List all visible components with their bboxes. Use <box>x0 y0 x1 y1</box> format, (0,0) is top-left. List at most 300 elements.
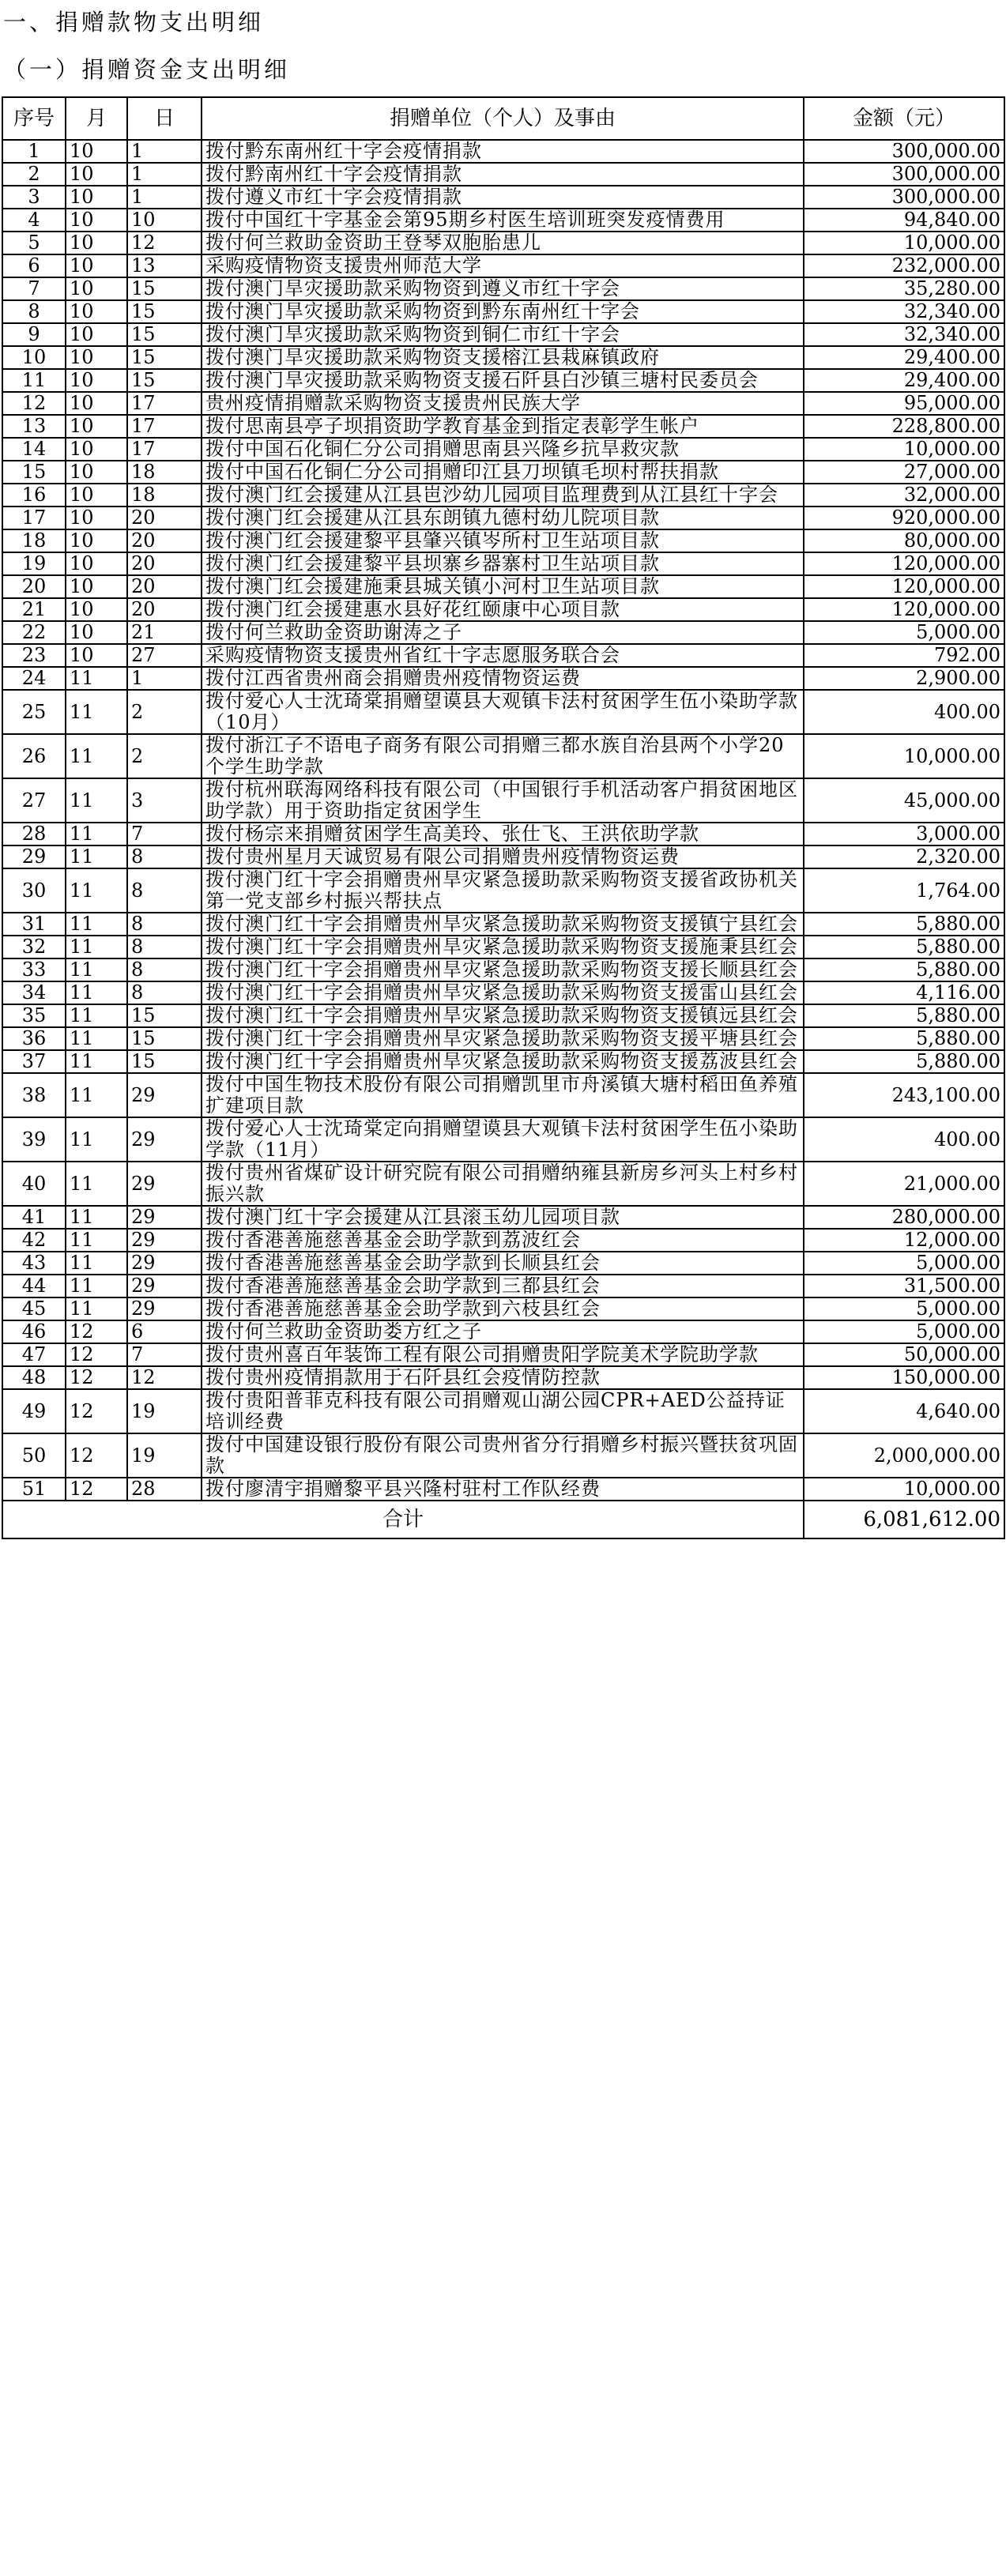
cell-day: 15 <box>127 369 202 392</box>
table-row <box>2 1073 1004 1117</box>
cell-month: 11 <box>66 1027 127 1050</box>
cell-day: 20 <box>127 552 202 575</box>
cell-month: 12 <box>66 1433 127 1478</box>
cell-amount: 400.00 <box>804 690 1004 734</box>
cell-amount: 50,000.00 <box>804 1343 1004 1366</box>
table-row <box>2 507 1004 529</box>
cell-amount: 120,000.00 <box>804 575 1004 598</box>
cell-description: 拨付澳门红会援建从江县岜沙幼儿园项目监理费到从江县红十字会 <box>202 484 804 507</box>
cell-no: 37 <box>2 1050 66 1073</box>
table-row <box>2 1206 1004 1229</box>
subsection-title: （一）捐赠资金支出明细 <box>3 56 291 83</box>
cell-description: 拨付香港善施慈善基金会助学款到荔波红会 <box>202 1229 804 1252</box>
cell-no: 24 <box>2 667 66 690</box>
table-row <box>2 1297 1004 1320</box>
cell-amount: 31,500.00 <box>804 1275 1004 1297</box>
cell-day: 29 <box>127 1252 202 1275</box>
cell-description: 拨付澳门旱灾援助款采购物资到遵义市红十字会 <box>202 277 804 300</box>
table-row <box>2 1004 1004 1027</box>
cell-month: 11 <box>66 690 127 734</box>
cell-no: 1 <box>2 140 66 163</box>
cell-amount: 228,800.00 <box>804 415 1004 438</box>
cell-amount: 5,880.00 <box>804 936 1004 958</box>
table-row <box>2 254 1004 277</box>
table-row <box>2 369 1004 392</box>
cell-no: 25 <box>2 690 66 734</box>
cell-amount: 5,000.00 <box>804 1297 1004 1320</box>
cell-description: 拨付香港善施慈善基金会助学款到六枝县红会 <box>202 1297 804 1320</box>
cell-month: 11 <box>66 1252 127 1275</box>
cell-no: 33 <box>2 958 66 981</box>
cell-description: 拨付黔东南州红十字会疫情捐款 <box>202 140 804 163</box>
table-row <box>2 232 1004 254</box>
cell-no: 18 <box>2 529 66 552</box>
cell-day: 20 <box>127 575 202 598</box>
cell-no: 38 <box>2 1073 66 1117</box>
table-row <box>2 734 1004 778</box>
section-title: 一、捐赠款物支出明细 <box>3 9 265 36</box>
cell-no: 27 <box>2 778 66 823</box>
table-row <box>2 913 1004 936</box>
cell-day: 19 <box>127 1433 202 1478</box>
cell-no: 32 <box>2 936 66 958</box>
header-description: 捐赠单位（个人）及事由 <box>202 97 804 140</box>
cell-no: 12 <box>2 392 66 415</box>
cell-description: 拨付中国生物技术股份有限公司捐赠凯里市舟溪镇大塘村稻田鱼养殖扩建项目款 <box>202 1073 804 1117</box>
cell-month: 10 <box>66 323 127 346</box>
cell-no: 50 <box>2 1433 66 1478</box>
header-month: 月 <box>66 97 127 140</box>
cell-description: 拨付澳门红十字会捐赠贵州旱灾紧急援助款采购物资支援镇远县红会 <box>202 1004 804 1027</box>
cell-day: 29 <box>127 1117 202 1162</box>
cell-day: 29 <box>127 1162 202 1206</box>
cell-no: 3 <box>2 186 66 209</box>
cell-day: 8 <box>127 845 202 868</box>
cell-description: 拨付香港善施慈善基金会助学款到三都县红会 <box>202 1275 804 1297</box>
cell-month: 10 <box>66 621 127 644</box>
cell-day: 15 <box>127 1027 202 1050</box>
table-row <box>2 1389 1004 1433</box>
cell-no: 48 <box>2 1366 66 1389</box>
cell-day: 15 <box>127 323 202 346</box>
cell-day: 20 <box>127 598 202 621</box>
cell-amount: 32,340.00 <box>804 323 1004 346</box>
cell-month: 12 <box>66 1343 127 1366</box>
cell-amount: 2,320.00 <box>804 845 1004 868</box>
table-row <box>2 209 1004 232</box>
table-row <box>2 845 1004 868</box>
cell-amount: 1,764.00 <box>804 868 1004 913</box>
cell-day: 8 <box>127 981 202 1004</box>
cell-day: 3 <box>127 778 202 823</box>
cell-month: 11 <box>66 823 127 845</box>
cell-month: 10 <box>66 300 127 323</box>
cell-description: 拨付澳门旱灾援助款采购物资支援榕江县栽麻镇政府 <box>202 346 804 369</box>
table-row <box>2 552 1004 575</box>
cell-amount: 120,000.00 <box>804 598 1004 621</box>
cell-description: 拨付澳门旱灾援助款采购物资到黔东南州红十字会 <box>202 300 804 323</box>
cell-no: 19 <box>2 552 66 575</box>
cell-day: 6 <box>127 1320 202 1343</box>
cell-description: 拨付澳门旱灾援助款采购物资支援石阡县白沙镇三塘村民委员会 <box>202 369 804 392</box>
cell-description: 拨付澳门红会援建惠水县好花红颐康中心项目款 <box>202 598 804 621</box>
cell-day: 15 <box>127 1050 202 1073</box>
table-row <box>2 1252 1004 1275</box>
table-row <box>2 1275 1004 1297</box>
cell-amount: 300,000.00 <box>804 186 1004 209</box>
cell-day: 27 <box>127 644 202 667</box>
cell-description: 拨付香港善施慈善基金会助学款到长顺县红会 <box>202 1252 804 1275</box>
cell-month: 11 <box>66 734 127 778</box>
cell-month: 10 <box>66 507 127 529</box>
cell-no: 40 <box>2 1162 66 1206</box>
cell-no: 30 <box>2 868 66 913</box>
cell-day: 18 <box>127 484 202 507</box>
cell-month: 10 <box>66 575 127 598</box>
cell-description: 采购疫情物资支援贵州省红十字志愿服务联合会 <box>202 644 804 667</box>
cell-amount: 792.00 <box>804 644 1004 667</box>
table-row <box>2 300 1004 323</box>
table-row <box>2 690 1004 734</box>
cell-day: 15 <box>127 300 202 323</box>
cell-description: 拨付黔南州红十字会疫情捐款 <box>202 163 804 186</box>
cell-description: 拨付贵州省煤矿设计研究院有限公司捐赠纳雍县新房乡河头上村乡村振兴款 <box>202 1162 804 1206</box>
cell-description: 拨付贵州疫情捐款用于石阡县红会疫情防控款 <box>202 1366 804 1389</box>
cell-day: 8 <box>127 936 202 958</box>
cell-month: 12 <box>66 1478 127 1501</box>
cell-no: 8 <box>2 300 66 323</box>
cell-amount: 12,000.00 <box>804 1229 1004 1252</box>
cell-no: 14 <box>2 438 66 461</box>
cell-description: 拨付何兰救助金资助谢涛之子 <box>202 621 804 644</box>
header-amount: 金额（元） <box>804 97 1004 140</box>
cell-month: 12 <box>66 1320 127 1343</box>
cell-month: 10 <box>66 277 127 300</box>
cell-no: 26 <box>2 734 66 778</box>
header-no: 序号 <box>2 97 66 140</box>
cell-amount: 94,840.00 <box>804 209 1004 232</box>
cell-amount: 4,640.00 <box>804 1389 1004 1433</box>
cell-amount: 45,000.00 <box>804 778 1004 823</box>
cell-no: 17 <box>2 507 66 529</box>
cell-no: 5 <box>2 232 66 254</box>
cell-amount: 5,880.00 <box>804 913 1004 936</box>
cell-no: 41 <box>2 1206 66 1229</box>
cell-day: 29 <box>127 1229 202 1252</box>
cell-no: 39 <box>2 1117 66 1162</box>
table-row <box>2 1366 1004 1389</box>
expenditure-table <box>2 96 1005 1539</box>
table-row <box>2 392 1004 415</box>
table-row <box>2 1343 1004 1366</box>
cell-month: 11 <box>66 1229 127 1252</box>
cell-amount: 10,000.00 <box>804 734 1004 778</box>
cell-month: 10 <box>66 346 127 369</box>
cell-amount: 5,000.00 <box>804 1252 1004 1275</box>
header-day: 日 <box>127 97 202 140</box>
cell-day: 21 <box>127 621 202 644</box>
cell-month: 11 <box>66 1004 127 1027</box>
table-row <box>2 936 1004 958</box>
cell-amount: 5,000.00 <box>804 1320 1004 1343</box>
cell-no: 43 <box>2 1252 66 1275</box>
cell-no: 28 <box>2 823 66 845</box>
cell-amount: 5,880.00 <box>804 958 1004 981</box>
cell-description: 拨付贵州喜百年装饰工程有限公司捐赠贵阳学院美术学院助学款 <box>202 1343 804 1366</box>
cell-month: 11 <box>66 913 127 936</box>
cell-description: 拨付中国建设银行股份有限公司贵州省分行捐赠乡村振兴暨扶贫巩固款 <box>202 1433 804 1478</box>
cell-amount: 10,000.00 <box>804 438 1004 461</box>
table-row <box>2 1027 1004 1050</box>
cell-description: 拨付中国石化铜仁分公司捐赠思南县兴隆乡抗旱救灾款 <box>202 438 804 461</box>
table-row <box>2 140 1004 163</box>
cell-no: 49 <box>2 1389 66 1433</box>
cell-no: 10 <box>2 346 66 369</box>
table-row <box>2 484 1004 507</box>
cell-amount: 300,000.00 <box>804 163 1004 186</box>
cell-day: 29 <box>127 1073 202 1117</box>
cell-description: 拨付何兰救助金资助王登琴双胞胎患儿 <box>202 232 804 254</box>
cell-description: 拨付爱心人士沈琦棠捐赠望谟县大观镇卡法村贫困学生伍小染助学款（10月） <box>202 690 804 734</box>
cell-amount: 35,280.00 <box>804 277 1004 300</box>
cell-description: 拨付廖清宇捐赠黎平县兴隆村驻村工作队经费 <box>202 1478 804 1501</box>
cell-amount: 2,900.00 <box>804 667 1004 690</box>
cell-amount: 920,000.00 <box>804 507 1004 529</box>
cell-day: 19 <box>127 1389 202 1433</box>
cell-amount: 5,880.00 <box>804 1004 1004 1027</box>
cell-day: 7 <box>127 823 202 845</box>
cell-description: 拨付浙江子不语电子商务有限公司捐赠三都水族自治县两个小学20个学生助学款 <box>202 734 804 778</box>
cell-no: 42 <box>2 1229 66 1252</box>
cell-month: 11 <box>66 958 127 981</box>
table-row <box>2 323 1004 346</box>
cell-day: 13 <box>127 254 202 277</box>
cell-no: 11 <box>2 369 66 392</box>
cell-amount: 150,000.00 <box>804 1366 1004 1389</box>
cell-month: 12 <box>66 1366 127 1389</box>
cell-description: 拨付中国红十字基金会第95期乡村医生培训班突发疫情费用 <box>202 209 804 232</box>
table-row <box>2 667 1004 690</box>
cell-month: 10 <box>66 529 127 552</box>
table-body <box>2 140 1004 1501</box>
cell-amount: 21,000.00 <box>804 1162 1004 1206</box>
cell-description: 贵州疫情捐赠款采购物资支援贵州民族大学 <box>202 392 804 415</box>
cell-month: 10 <box>66 369 127 392</box>
cell-amount: 10,000.00 <box>804 1478 1004 1501</box>
cell-description: 拨付澳门红会援建施秉县城关镇小河村卫生站项目款 <box>202 575 804 598</box>
cell-month: 10 <box>66 461 127 484</box>
cell-month: 11 <box>66 1162 127 1206</box>
cell-day: 17 <box>127 392 202 415</box>
table-row <box>2 346 1004 369</box>
cell-description: 拨付澳门红十字会捐赠贵州旱灾紧急援助款采购物资支援施秉县红会 <box>202 936 804 958</box>
cell-day: 8 <box>127 868 202 913</box>
cell-day: 10 <box>127 209 202 232</box>
cell-no: 34 <box>2 981 66 1004</box>
cell-month: 11 <box>66 1275 127 1297</box>
cell-amount: 5,880.00 <box>804 1027 1004 1050</box>
cell-day: 1 <box>127 186 202 209</box>
table-row <box>2 163 1004 186</box>
table-row <box>2 1229 1004 1252</box>
cell-amount: 80,000.00 <box>804 529 1004 552</box>
cell-day: 17 <box>127 438 202 461</box>
cell-month: 11 <box>66 1206 127 1229</box>
cell-day: 20 <box>127 507 202 529</box>
cell-day: 1 <box>127 163 202 186</box>
cell-no: 9 <box>2 323 66 346</box>
cell-description: 拨付杨宗来捐赠贫困学生高美玲、张仕飞、王洪依助学款 <box>202 823 804 845</box>
cell-amount: 95,000.00 <box>804 392 1004 415</box>
cell-day: 18 <box>127 461 202 484</box>
cell-description: 拨付澳门红会援建黎平县坝寨乡器寨村卫生站项目款 <box>202 552 804 575</box>
cell-month: 10 <box>66 392 127 415</box>
cell-amount: 29,400.00 <box>804 346 1004 369</box>
cell-month: 11 <box>66 1073 127 1117</box>
cell-day: 15 <box>127 277 202 300</box>
cell-no: 16 <box>2 484 66 507</box>
cell-amount: 4,116.00 <box>804 981 1004 1004</box>
cell-month: 11 <box>66 981 127 1004</box>
cell-month: 11 <box>66 1117 127 1162</box>
cell-month: 12 <box>66 1389 127 1433</box>
cell-day: 12 <box>127 1366 202 1389</box>
cell-month: 10 <box>66 438 127 461</box>
cell-day: 8 <box>127 913 202 936</box>
cell-day: 20 <box>127 529 202 552</box>
cell-description: 拨付澳门红十字会捐赠贵州旱灾紧急援助款采购物资支援镇宁县红会 <box>202 913 804 936</box>
cell-no: 22 <box>2 621 66 644</box>
cell-amount: 3,000.00 <box>804 823 1004 845</box>
cell-day: 7 <box>127 1343 202 1366</box>
cell-month: 10 <box>66 254 127 277</box>
table-row <box>2 529 1004 552</box>
cell-day: 1 <box>127 667 202 690</box>
table-row <box>2 1433 1004 1478</box>
cell-month: 11 <box>66 1297 127 1320</box>
cell-no: 23 <box>2 644 66 667</box>
cell-no: 13 <box>2 415 66 438</box>
cell-amount: 27,000.00 <box>804 461 1004 484</box>
table-row <box>2 621 1004 644</box>
cell-amount: 10,000.00 <box>804 232 1004 254</box>
cell-month: 11 <box>66 778 127 823</box>
cell-month: 10 <box>66 644 127 667</box>
cell-no: 44 <box>2 1275 66 1297</box>
cell-description: 拨付澳门红十字会捐赠贵州旱灾紧急援助款采购物资支援雷山县红会 <box>202 981 804 1004</box>
cell-month: 11 <box>66 845 127 868</box>
table-row <box>2 981 1004 1004</box>
table-row <box>2 778 1004 823</box>
cell-description: 拨付中国石化铜仁分公司捐赠印江县刀坝镇毛坝村帮扶捐款 <box>202 461 804 484</box>
cell-month: 10 <box>66 598 127 621</box>
cell-description: 拨付贵阳普菲克科技有限公司捐赠观山湖公园CPR+AED公益持证培训经费 <box>202 1389 804 1433</box>
cell-amount: 300,000.00 <box>804 140 1004 163</box>
cell-description: 拨付江西省贵州商会捐赠贵州疫情物资运费 <box>202 667 804 690</box>
table-row <box>2 823 1004 845</box>
cell-amount: 243,100.00 <box>804 1073 1004 1117</box>
cell-description: 拨付澳门旱灾援助款采购物资到铜仁市红十字会 <box>202 323 804 346</box>
cell-day: 29 <box>127 1206 202 1229</box>
cell-month: 10 <box>66 415 127 438</box>
cell-day: 29 <box>127 1275 202 1297</box>
cell-amount: 400.00 <box>804 1117 1004 1162</box>
cell-description: 拨付思南县亭子坝捐资助学教育基金到指定表彰学生帐户 <box>202 415 804 438</box>
cell-description: 拨付贵州星月天诚贸易有限公司捐赠贵州疫情物资运费 <box>202 845 804 868</box>
total-label: 合计 <box>2 1501 804 1538</box>
cell-amount: 29,400.00 <box>804 369 1004 392</box>
table-row <box>2 598 1004 621</box>
cell-month: 10 <box>66 552 127 575</box>
cell-day: 12 <box>127 232 202 254</box>
cell-description: 拨付澳门红十字会捐赠贵州旱灾紧急援助款采购物资支援省政协机关第一党支部乡村振兴帮扶点 <box>202 868 804 913</box>
cell-no: 29 <box>2 845 66 868</box>
cell-amount: 5,000.00 <box>804 621 1004 644</box>
table-row <box>2 1320 1004 1343</box>
cell-month: 10 <box>66 186 127 209</box>
cell-no: 2 <box>2 163 66 186</box>
cell-description: 拨付澳门红十字会捐赠贵州旱灾紧急援助款采购物资支援平塘县红会 <box>202 1027 804 1050</box>
cell-amount: 2,000,000.00 <box>804 1433 1004 1478</box>
cell-description: 拨付澳门红十字会捐赠贵州旱灾紧急援助款采购物资支援荔波县红会 <box>202 1050 804 1073</box>
cell-no: 47 <box>2 1343 66 1366</box>
cell-month: 10 <box>66 484 127 507</box>
cell-day: 15 <box>127 346 202 369</box>
table-header-row <box>2 97 1004 140</box>
table-row <box>2 461 1004 484</box>
total-amount: 6,081,612.00 <box>804 1501 1004 1538</box>
cell-no: 45 <box>2 1297 66 1320</box>
cell-day: 2 <box>127 690 202 734</box>
cell-no: 6 <box>2 254 66 277</box>
table-row <box>2 186 1004 209</box>
table-row <box>2 1162 1004 1206</box>
cell-month: 10 <box>66 163 127 186</box>
table-row <box>2 1117 1004 1162</box>
table-row <box>2 644 1004 667</box>
table-row <box>2 277 1004 300</box>
cell-day: 17 <box>127 415 202 438</box>
cell-description: 采购疫情物资支援贵州师范大学 <box>202 254 804 277</box>
cell-no: 35 <box>2 1004 66 1027</box>
cell-no: 36 <box>2 1027 66 1050</box>
cell-month: 11 <box>66 667 127 690</box>
cell-amount: 120,000.00 <box>804 552 1004 575</box>
cell-no: 46 <box>2 1320 66 1343</box>
table-row <box>2 1050 1004 1073</box>
cell-day: 2 <box>127 734 202 778</box>
cell-month: 11 <box>66 868 127 913</box>
cell-description: 拨付遵义市红十字会疫情捐款 <box>202 186 804 209</box>
table-row <box>2 415 1004 438</box>
table-row <box>2 438 1004 461</box>
cell-description: 拨付澳门红十字会捐赠贵州旱灾紧急援助款采购物资支援长顺县红会 <box>202 958 804 981</box>
table-row <box>2 1478 1004 1501</box>
cell-description: 拨付澳门红会援建黎平县肇兴镇岑所村卫生站项目款 <box>202 529 804 552</box>
cell-no: 7 <box>2 277 66 300</box>
cell-no: 15 <box>2 461 66 484</box>
cell-description: 拨付澳门红会援建从江县东朗镇九德村幼儿院项目款 <box>202 507 804 529</box>
cell-no: 21 <box>2 598 66 621</box>
cell-description: 拨付何兰救助金资助娄方红之子 <box>202 1320 804 1343</box>
cell-amount: 32,000.00 <box>804 484 1004 507</box>
cell-no: 20 <box>2 575 66 598</box>
cell-day: 1 <box>127 140 202 163</box>
table-row <box>2 868 1004 913</box>
table-row <box>2 575 1004 598</box>
cell-no: 51 <box>2 1478 66 1501</box>
cell-amount: 5,880.00 <box>804 1050 1004 1073</box>
